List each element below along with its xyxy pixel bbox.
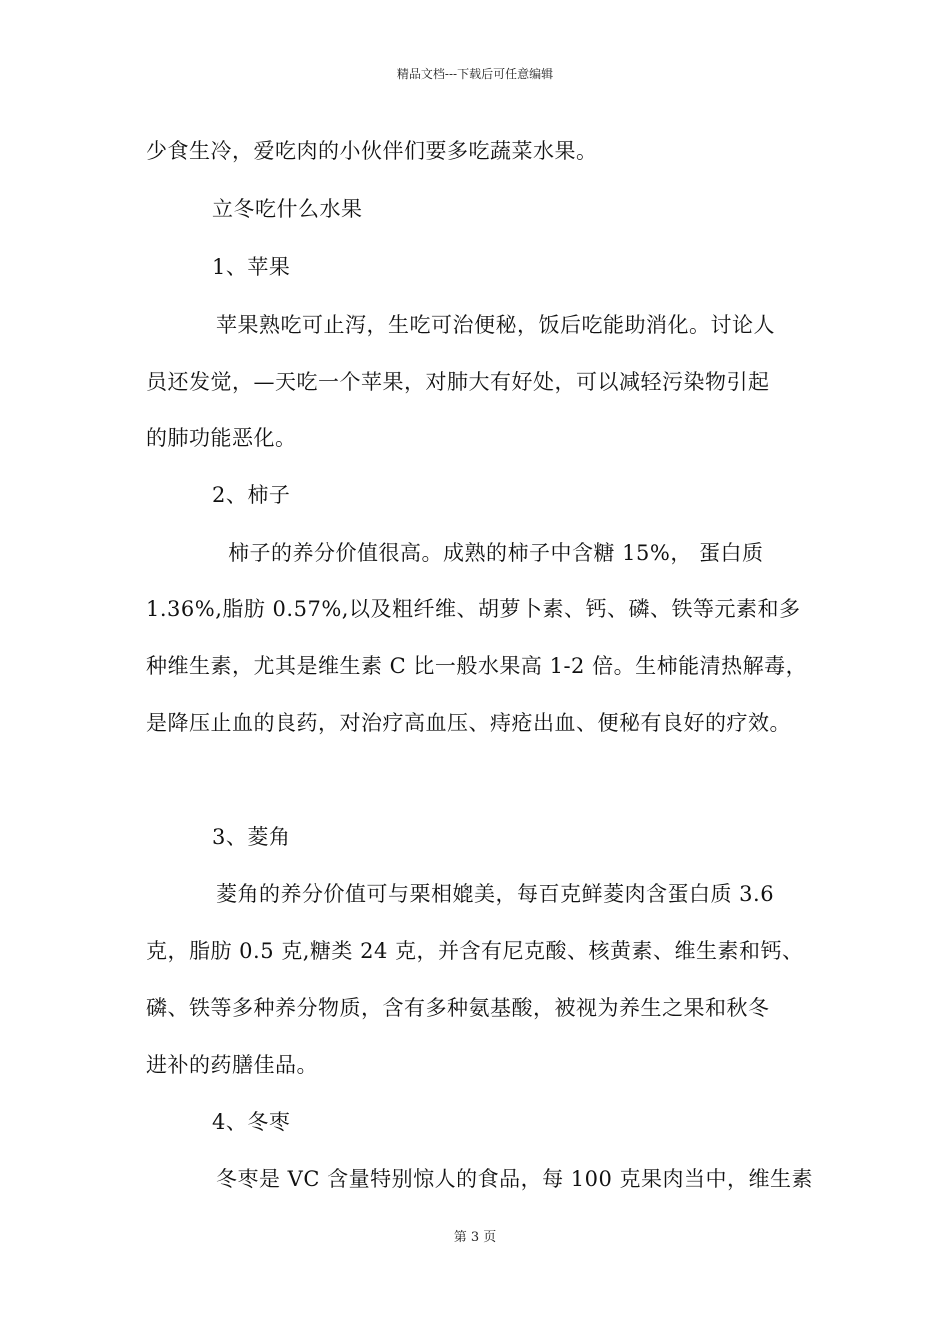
item-heading-persimmon: 2、柿子 [212, 483, 291, 507]
paragraph-line: 员还发觉，—天吃一个苹果，对肺大有好处，可以减轻污染物引起 [146, 370, 770, 394]
paragraph-line: 的肺功能恶化。 [146, 426, 297, 450]
item-heading-water-caltrop: 3、菱角 [212, 825, 291, 849]
page-number: 第 3 页 [453, 1230, 497, 1245]
paragraph-line: 冬枣是 VC 含量特别惊人的食品，每 100 克果肉当中，维生素 [216, 1167, 814, 1191]
paragraph-line: 磷、铁等多种养分物质，含有多种氨基酸，被视为养生之果和秋冬 [146, 996, 770, 1020]
paragraph-line: 苹果熟吃可止泻，生吃可治便秘，饭后吃能助消化。讨论人 [216, 313, 775, 337]
paragraph-line: 柿子的养分价值很高。成熟的柿子中含糖 15%， 蛋白质 [228, 541, 764, 565]
paragraph-line: 少食生冷，爱吃肉的小伙伴们要多吃蔬菜水果。 [146, 139, 598, 163]
section-heading: 立冬吃什么水果 [212, 197, 363, 221]
paragraph-line: 克，脂肪 0.5 克,糖类 24 克，并含有尼克酸、核黄素、维生素和钙、 [146, 939, 804, 963]
paragraph-line: 进补的药膳佳品。 [146, 1053, 318, 1077]
page-header: 精品文档---下载后可任意编辑 [396, 67, 554, 81]
paragraph-line: 菱角的养分价值可与栗相媲美，每百克鲜菱肉含蛋白质 3.6 [216, 882, 775, 906]
paragraph-line: 是降压止血的良药，对治疗高血压、痔疮出血、便秘有良好的疗效。 [146, 711, 791, 735]
paragraph-line: 1.36%,脂肪 0.57%,以及粗纤维、胡萝卜素、钙、磷、铁等元素和多 [146, 597, 801, 621]
paragraph-line: 种维生素，尤其是维生素 C 比一般水果高 1-2 倍。生柿能清热解毒， [146, 654, 808, 678]
item-heading-apple: 1、苹果 [212, 255, 291, 279]
item-heading-winter-jujube: 4、冬枣 [212, 1110, 291, 1134]
